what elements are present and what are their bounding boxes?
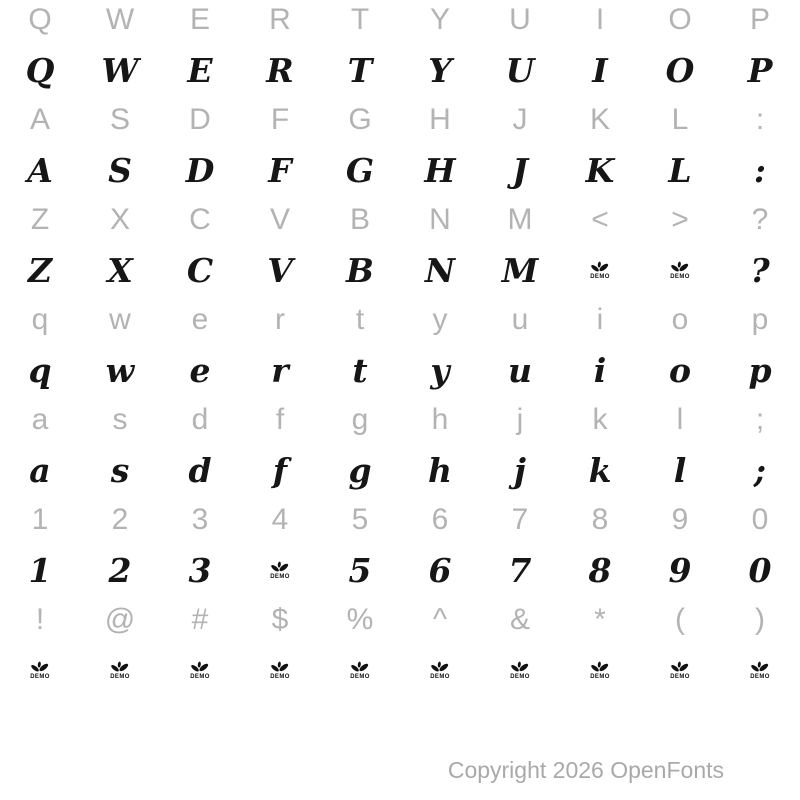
char-row-pair-uppercase-qwerty — [0, 0, 800, 100]
specimen-char: h — [428, 450, 452, 490]
reference-char: ^ — [432, 603, 448, 636]
fleuron-ornament-icon — [590, 261, 609, 273]
specimen-demo-cell — [400, 640, 480, 700]
reference-char: h — [431, 403, 449, 436]
reference-char: 6 — [431, 503, 449, 536]
reference-char: F — [270, 103, 290, 136]
reference-char: q — [31, 303, 49, 336]
fleuron-ornament-icon — [110, 661, 129, 673]
demo-glyph — [350, 661, 370, 680]
reference-char: G — [348, 103, 372, 136]
reference-char: ; — [755, 403, 765, 436]
reference-char: @ — [104, 603, 136, 636]
reference-char: i — [596, 303, 604, 336]
reference-char: 3 — [191, 503, 209, 536]
specimen-row-lowercase-qwerty — [0, 340, 800, 400]
specimen-char: r — [271, 350, 289, 390]
specimen-char: 1 — [28, 550, 52, 590]
demo-label: DEMO — [670, 273, 690, 280]
specimen-char: j — [514, 450, 526, 490]
reference-char: j — [516, 403, 524, 436]
demo-label: DEMO — [190, 673, 210, 680]
fleuron-ornament-icon — [350, 661, 369, 673]
reference-char: 1 — [31, 503, 49, 536]
specimen-char: w — [105, 350, 135, 390]
specimen-char: S — [108, 150, 132, 190]
fleuron-ornament-icon — [30, 661, 49, 673]
reference-char: & — [509, 603, 530, 636]
specimen-char: g — [348, 450, 372, 490]
demo-label: DEMO — [590, 273, 610, 280]
specimen-char: B — [346, 250, 374, 290]
demo-glyph — [510, 661, 530, 680]
reference-char: A — [29, 103, 50, 136]
reference-char: H — [429, 103, 451, 136]
demo-glyph — [270, 661, 290, 680]
specimen-demo-cell — [320, 640, 400, 700]
specimen-char: 7 — [508, 550, 532, 590]
fleuron-ornament-icon — [270, 661, 289, 673]
char-row-pair-symbols — [0, 600, 800, 700]
specimen-char: P — [747, 50, 773, 90]
specimen-char: Z — [27, 250, 53, 290]
demo-label: DEMO — [110, 673, 130, 680]
demo-glyph — [270, 561, 290, 580]
char-row-pair-digits — [0, 500, 800, 600]
specimen-char: F — [268, 150, 292, 190]
specimen-char: H — [424, 150, 456, 190]
specimen-char: N — [424, 250, 456, 290]
fleuron-ornament-icon — [510, 661, 529, 673]
specimen-demo-cell — [240, 540, 320, 600]
specimen-demo-cell — [640, 640, 720, 700]
reference-row-symbols — [0, 600, 800, 640]
reference-char: P — [749, 3, 770, 36]
reference-char: d — [191, 403, 209, 436]
reference-char: T — [350, 3, 370, 36]
demo-label: DEMO — [270, 573, 290, 580]
specimen-char: p — [748, 350, 772, 390]
reference-char: 9 — [671, 503, 689, 536]
specimen-demo-cell — [0, 640, 80, 700]
specimen-char: O — [665, 50, 695, 90]
fleuron-ornament-icon — [270, 561, 289, 573]
demo-label: DEMO — [430, 673, 450, 680]
reference-char: 5 — [351, 503, 369, 536]
reference-char: o — [671, 303, 689, 336]
specimen-row-uppercase-qwerty — [0, 40, 800, 100]
reference-char: O — [668, 3, 692, 36]
specimen-char: a — [29, 450, 51, 490]
reference-char: y — [432, 303, 448, 336]
specimen-row-uppercase-asdf — [0, 140, 800, 200]
reference-char: U — [509, 3, 531, 36]
specimen-char: C — [186, 250, 214, 290]
specimen-char: E — [187, 50, 213, 90]
specimen-char: 0 — [748, 550, 772, 590]
reference-char: t — [355, 303, 365, 336]
specimen-char: l — [673, 450, 687, 490]
specimen-row-lowercase-asdf — [0, 440, 800, 500]
demo-label: DEMO — [670, 673, 690, 680]
specimen-char: s — [110, 450, 130, 490]
specimen-char: k — [588, 450, 612, 490]
reference-char: # — [191, 603, 209, 636]
reference-char: a — [31, 403, 49, 436]
demo-label: DEMO — [750, 673, 770, 680]
specimen-char: y — [430, 350, 450, 390]
specimen-char: 8 — [588, 550, 612, 590]
reference-char: J — [512, 103, 528, 136]
specimen-char: 5 — [348, 550, 372, 590]
reference-char: : — [755, 103, 765, 136]
reference-char: 8 — [591, 503, 609, 536]
specimen-demo-cell — [560, 240, 640, 300]
specimen-char: 3 — [188, 550, 212, 590]
char-row-pair-lowercase-qwerty — [0, 300, 800, 400]
demo-glyph — [430, 661, 450, 680]
specimen-char: W — [101, 50, 139, 90]
specimen-char: Y — [428, 50, 452, 90]
demo-glyph — [670, 661, 690, 680]
specimen-demo-cell — [80, 640, 160, 700]
demo-glyph — [110, 661, 130, 680]
demo-label: DEMO — [510, 673, 530, 680]
reference-char: 2 — [111, 503, 129, 536]
reference-char: B — [349, 203, 370, 236]
specimen-char: 6 — [428, 550, 452, 590]
reference-row-uppercase-asdf — [0, 100, 800, 140]
reference-char: * — [594, 603, 606, 636]
reference-char: 7 — [511, 503, 529, 536]
reference-char: $ — [271, 603, 289, 636]
reference-char: Y — [429, 3, 450, 36]
reference-char: Q — [28, 3, 52, 36]
specimen-demo-cell — [720, 640, 800, 700]
specimen-char: A — [27, 150, 53, 190]
char-row-pair-uppercase-asdf — [0, 100, 800, 200]
specimen-char: I — [592, 50, 608, 90]
reference-char: E — [189, 3, 210, 36]
fleuron-ornament-icon — [670, 661, 689, 673]
specimen-char: J — [512, 150, 528, 190]
specimen-char: ? — [750, 250, 770, 290]
char-row-pair-lowercase-asdf — [0, 400, 800, 500]
specimen-char: : — [753, 150, 767, 190]
reference-char: e — [191, 303, 209, 336]
fleuron-ornament-icon — [670, 261, 689, 273]
reference-char: l — [676, 403, 684, 436]
specimen-char: L — [668, 150, 692, 190]
specimen-char: R — [266, 50, 294, 90]
reference-char: % — [346, 603, 374, 636]
specimen-char: 9 — [668, 550, 692, 590]
demo-glyph — [190, 661, 210, 680]
reference-char: ( — [675, 603, 685, 636]
specimen-demo-cell — [560, 640, 640, 700]
specimen-char: D — [185, 150, 215, 190]
reference-char: < — [591, 203, 609, 236]
specimen-char: q — [28, 350, 52, 390]
reference-char: C — [189, 203, 211, 236]
specimen-char: Q — [25, 50, 55, 90]
specimen-char: G — [345, 150, 375, 190]
reference-char: 4 — [271, 503, 289, 536]
specimen-char: f — [272, 450, 288, 490]
reference-char: N — [429, 203, 451, 236]
reference-char: W — [105, 3, 135, 36]
specimen-char: o — [668, 350, 691, 390]
specimen-demo-cell — [160, 640, 240, 700]
specimen-char: u — [508, 350, 532, 390]
specimen-char: i — [593, 350, 607, 390]
reference-char: ! — [35, 603, 45, 636]
demo-label: DEMO — [30, 673, 50, 680]
reference-row-lowercase-qwerty — [0, 300, 800, 340]
specimen-char: M — [501, 250, 539, 290]
reference-row-lowercase-asdf — [0, 400, 800, 440]
specimen-char: V — [267, 250, 293, 290]
reference-char: V — [269, 203, 290, 236]
reference-char: K — [589, 103, 610, 136]
demo-glyph — [670, 261, 690, 280]
reference-char: k — [592, 403, 608, 436]
reference-char: R — [269, 3, 291, 36]
fleuron-ornament-icon — [430, 661, 449, 673]
demo-glyph — [590, 661, 610, 680]
specimen-char: X — [107, 250, 133, 290]
specimen-demo-cell — [480, 640, 560, 700]
reference-char: w — [109, 303, 131, 336]
reference-char: D — [189, 103, 211, 136]
specimen-char: d — [188, 450, 212, 490]
reference-char: S — [109, 103, 130, 136]
reference-char: X — [109, 203, 130, 236]
specimen-demo-cell — [240, 640, 320, 700]
specimen-row-uppercase-zxcv — [0, 240, 800, 300]
reference-row-uppercase-zxcv — [0, 200, 800, 240]
reference-char: L — [671, 103, 689, 136]
copyright-text: Copyright 2026 OpenFonts — [447, 757, 724, 783]
char-row-pair-uppercase-zxcv — [0, 200, 800, 300]
reference-char: I — [595, 3, 605, 36]
demo-label: DEMO — [350, 673, 370, 680]
specimen-char: U — [505, 50, 535, 90]
fleuron-ornament-icon — [590, 661, 609, 673]
reference-row-uppercase-qwerty — [0, 0, 800, 40]
specimen-char: ; — [753, 450, 767, 490]
demo-glyph — [30, 661, 50, 680]
reference-char: p — [751, 303, 769, 336]
specimen-row-digits — [0, 540, 800, 600]
specimen-char: 2 — [108, 550, 132, 590]
reference-char: r — [275, 303, 285, 336]
reference-char: M — [507, 203, 533, 236]
fleuron-ornament-icon — [750, 661, 769, 673]
reference-char: 0 — [751, 503, 769, 536]
specimen-char: t — [352, 350, 368, 390]
specimen-char: T — [347, 50, 373, 90]
demo-label: DEMO — [270, 673, 290, 680]
demo-glyph — [590, 261, 610, 280]
specimen-char: K — [585, 150, 615, 190]
reference-char: f — [275, 403, 285, 436]
reference-char: ) — [755, 603, 765, 636]
reference-row-digits — [0, 500, 800, 540]
reference-char: ? — [751, 203, 769, 236]
demo-label: DEMO — [590, 673, 610, 680]
reference-char: g — [351, 403, 369, 436]
reference-char: u — [511, 303, 529, 336]
fleuron-ornament-icon — [190, 661, 209, 673]
specimen-demo-cell — [640, 240, 720, 300]
specimen-char: e — [189, 350, 211, 390]
demo-glyph — [750, 661, 770, 680]
reference-char: s — [112, 403, 128, 436]
specimen-row-symbols — [0, 640, 800, 700]
reference-char: Z — [30, 203, 50, 236]
reference-char: > — [671, 203, 689, 236]
